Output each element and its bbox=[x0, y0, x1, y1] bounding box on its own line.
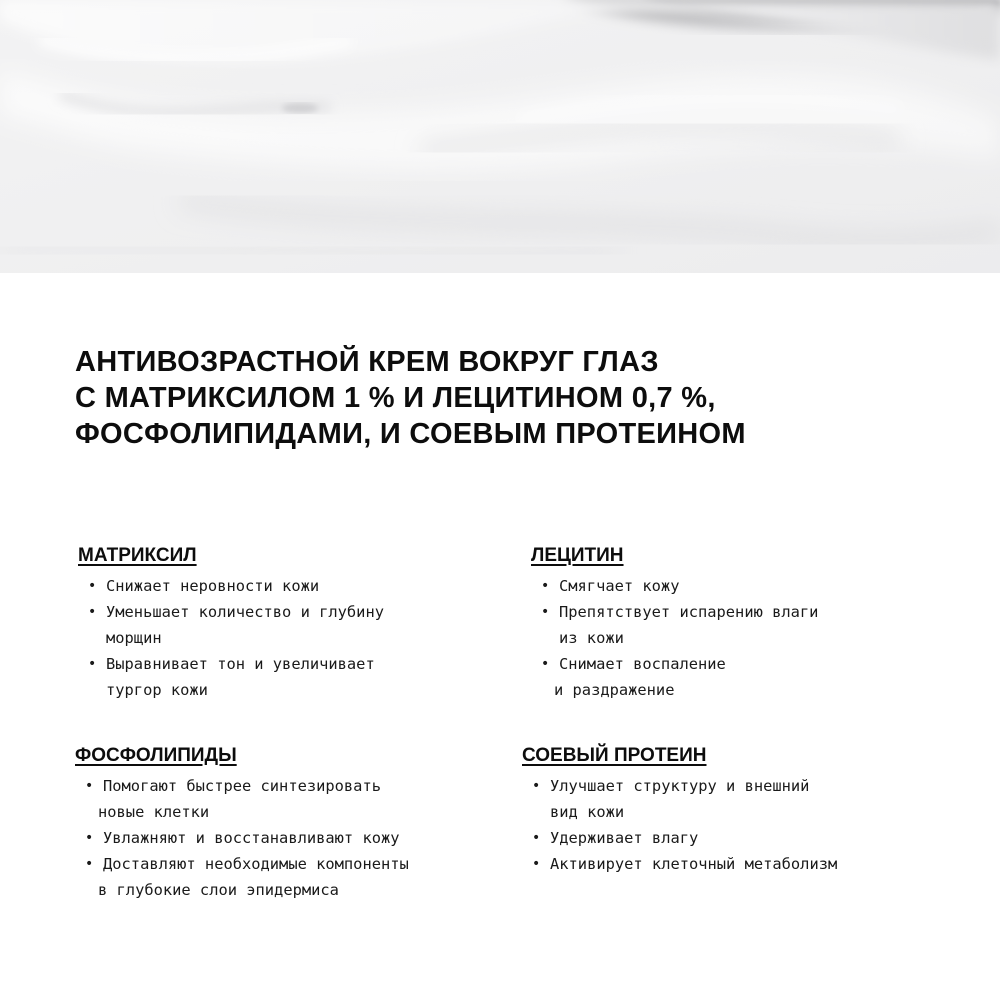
benefit-list bbox=[78, 573, 384, 703]
benefit-text: Снижает неровности кожи bbox=[106, 577, 320, 595]
ingredient-title: ФОСФОЛИПИДЫ bbox=[75, 745, 237, 766]
benefit-item bbox=[78, 573, 384, 599]
benefit-item bbox=[522, 851, 837, 877]
ingredient-title: ЛЕЦИТИН bbox=[531, 545, 624, 566]
benefit-item bbox=[531, 573, 818, 599]
benefit-text: Выравнивает тон и увеличивает bbox=[106, 655, 375, 673]
benefit-text-continued: вид кожи bbox=[550, 803, 625, 821]
benefit-item bbox=[522, 825, 837, 851]
benefit-item bbox=[78, 599, 384, 651]
benefit-text-continued: тургор кожи bbox=[106, 681, 208, 699]
benefit-text: Препятствует испарению влаги bbox=[559, 603, 819, 621]
benefit-text-continued: из кожи bbox=[559, 629, 624, 647]
cream-texture-illustration bbox=[0, 0, 1000, 273]
benefit-text-continued: в глубокие слои эпидермиса bbox=[98, 881, 339, 899]
title-line-1: АНТИВОЗРАСТНОЙ КРЕМ ВОКРУГ ГЛАЗ bbox=[75, 346, 659, 378]
ingredient-title: СОЕВЫЙ ПРОТЕИН bbox=[522, 745, 707, 766]
benefit-text: Увлажняют и восстанавливают кожу bbox=[103, 829, 400, 847]
benefit-item bbox=[75, 851, 409, 903]
benefit-list bbox=[75, 773, 409, 903]
product-title bbox=[75, 344, 746, 452]
benefit-text: Смягчает кожу bbox=[559, 577, 680, 595]
benefit-text: Помогают быстрее синтезировать bbox=[103, 777, 381, 795]
ingredient-lecithin bbox=[531, 545, 818, 703]
benefit-item bbox=[78, 651, 384, 703]
benefit-item bbox=[531, 651, 818, 703]
benefit-item bbox=[531, 599, 818, 651]
benefit-item bbox=[75, 825, 409, 851]
benefit-text: Доставляют необходимые компоненты bbox=[103, 855, 409, 873]
benefit-item bbox=[522, 773, 837, 825]
benefit-text: Улучшает структуру и внешний bbox=[550, 777, 810, 795]
benefit-list bbox=[522, 773, 837, 877]
cream-texture-image bbox=[0, 0, 1000, 273]
ingredient-matrixyl bbox=[78, 545, 384, 703]
ingredient-phospholipids bbox=[75, 745, 409, 903]
title-line-2: С МАТРИКСИЛОМ 1 % И ЛЕЦИТИНОМ 0,7 %, bbox=[75, 382, 716, 414]
title-line-3: ФОСФОЛИПИДАМИ, И СОЕВЫМ ПРОТЕИНОМ bbox=[75, 418, 746, 450]
benefit-text: Активирует клеточный метаболизм bbox=[550, 855, 838, 873]
benefit-text: Удерживает влагу bbox=[550, 829, 699, 847]
benefit-text: Уменьшает количество и глубину bbox=[106, 603, 384, 621]
ingredient-title: МАТРИКСИЛ bbox=[78, 545, 197, 566]
benefit-item bbox=[75, 773, 409, 825]
benefit-list bbox=[531, 573, 818, 703]
benefit-text-continued: и раздражение bbox=[554, 681, 675, 699]
ingredient-soy-protein bbox=[522, 745, 837, 877]
benefit-text-continued: новые клетки bbox=[98, 803, 210, 821]
benefit-text-continued: морщин bbox=[106, 629, 162, 647]
benefit-text: Снимает воспаление bbox=[559, 655, 726, 673]
